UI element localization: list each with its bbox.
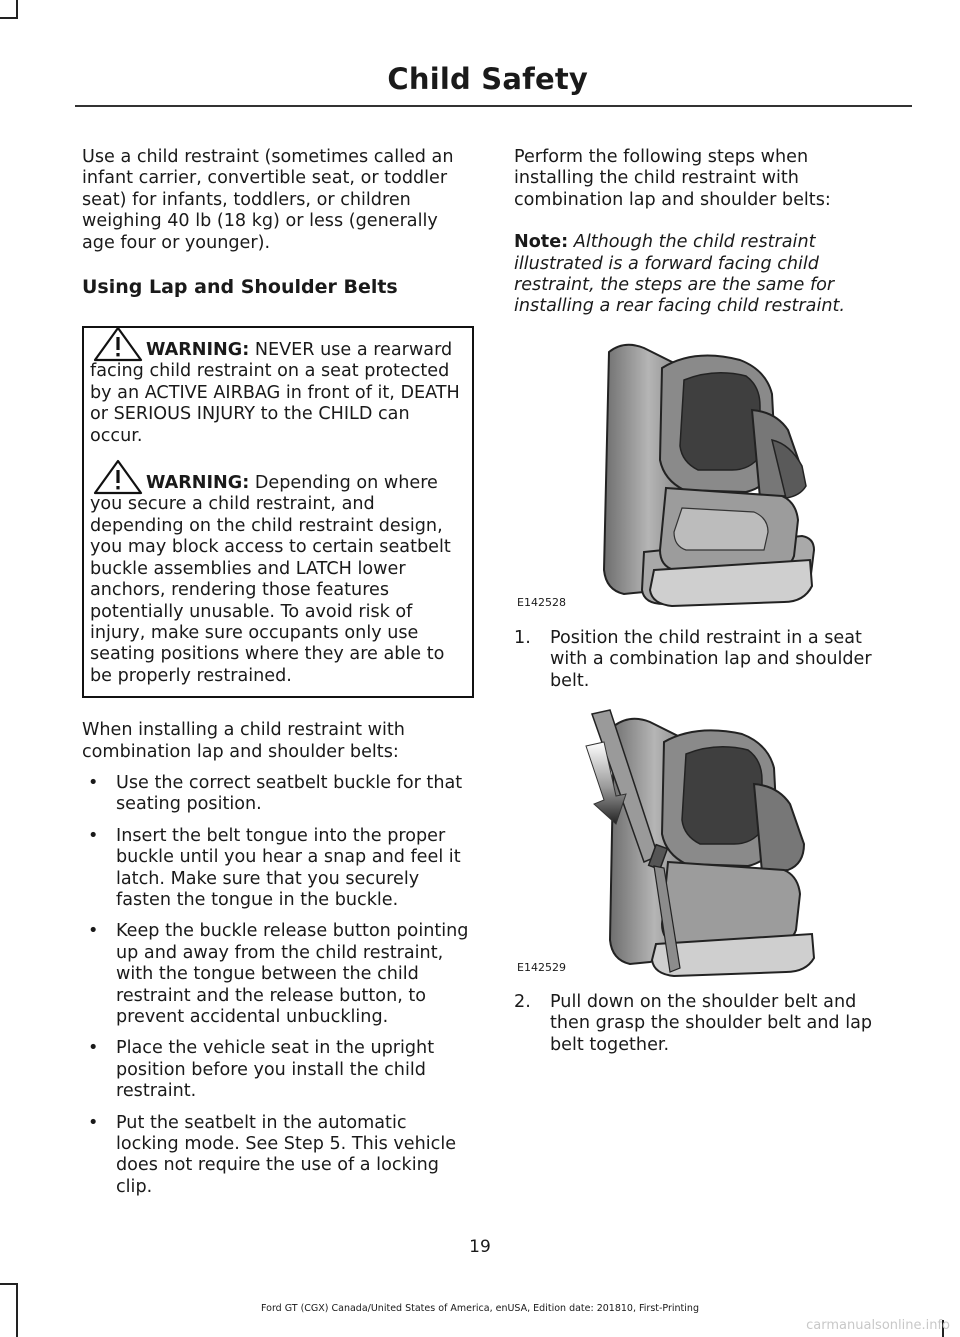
bullet-marker: • <box>88 825 99 846</box>
bullet-marker: • <box>88 1038 99 1059</box>
right-column <box>514 147 890 1056</box>
procedure-intro: Perform the following steps when installing the child restraint with combination lap and shoulder belts: <box>514 147 831 210</box>
step-item <box>514 628 890 692</box>
note-paragraph <box>514 232 890 318</box>
figure-id: E142529 <box>517 961 566 975</box>
list-item: • Insert the belt tongue into the proper buckle until you hear a snap and feel it latch. Make sure that you securely fasten the tongue in the buckle. <box>88 825 461 910</box>
section-heading: Using Lap and Shoulder Belts <box>82 276 398 299</box>
intro-paragraph: Use a child restraint (sometimes called an infant carrier, convertible seat, or toddler seat) for infants, toddlers, or children weighing 40 lb (18 kg) or less (generally age four or younger). <box>82 147 454 253</box>
bullet-marker: • <box>88 1112 99 1133</box>
list-item: • Use the correct seatbelt buckle for that seating position. <box>88 772 463 815</box>
warning-label: WARNING: <box>146 340 250 361</box>
figure-id: E142528 <box>517 595 566 609</box>
step-text: Position the child restraint in a seat with a combination lap and shoulder belt. <box>550 627 872 691</box>
note-label: Note: <box>514 232 569 253</box>
page-number: 19 <box>469 1237 491 1257</box>
warning-text: NEVER use a rearward facing child restraint on a seat protected by an ACTIVE AIRBAG in front of it, DEATH or SERIOUS INJURY to the CHILD can occur. <box>90 340 460 446</box>
step-list <box>514 628 890 692</box>
figure-child-seat-belt <box>514 706 890 978</box>
header-rule <box>75 105 912 107</box>
step-text: Pull down on the shoulder belt and then grasp the shoulder belt and lap belt together. <box>550 992 873 1055</box>
child-seat-illustration <box>514 320 890 612</box>
bullet-marker: • <box>88 772 99 793</box>
warning-triangle-icon <box>93 326 143 362</box>
warning-item <box>90 340 466 447</box>
left-column <box>82 147 474 1208</box>
note-text: Although the child restraint illustrated is a forward facing child restraint, the steps are the same for installing a rear facing child restraint. <box>514 232 845 317</box>
bullet-marker: • <box>88 921 99 942</box>
bullet-list <box>82 773 474 1198</box>
crop-mark <box>16 0 18 18</box>
step-list <box>514 992 890 1056</box>
crop-mark <box>0 17 18 19</box>
footer-text: Ford GT (CGX) Canada/United States of America, enUSA, Edition date: 201810, First-Printing <box>261 1303 699 1314</box>
lead-paragraph: When installing a child restraint with combination lap and shoulder belts: <box>82 720 405 762</box>
step-number: 1. <box>514 627 531 648</box>
step-number: 2. <box>514 992 531 1013</box>
warning-text: Depending on where you secure a child restraint, and depending on the child restraint design, you may block access to certain seatbelt buckle assemblies and LATCH lower anchors, rendering those features potentially unusable. To avoid risk of injury, make sure occupants only use seating positions where they are able to be properly restrained. <box>90 473 451 686</box>
crop-mark <box>0 1283 18 1285</box>
page-title: Child Safety <box>387 62 588 96</box>
warning-label: WARNING: <box>146 473 250 494</box>
warning-box <box>82 326 474 698</box>
step-item <box>514 992 890 1056</box>
figure-child-seat <box>514 320 890 612</box>
list-item: • Keep the buckle release button pointing up and away from the child restraint, with the tongue between the child restraint and the release button, to prevent accidental unbuckling. <box>88 921 469 1027</box>
warning-triangle-icon <box>93 459 143 495</box>
child-seat-belt-illustration <box>514 706 890 978</box>
warning-item <box>90 473 466 687</box>
list-item: • Place the vehicle seat in the upright position before you install the child restraint. <box>88 1038 435 1102</box>
watermark: carmanualsonline.info <box>806 1318 950 1333</box>
list-item: • Put the seatbelt in the automatic locking mode. See Step 5. This vehicle does not require the use of a locking clip. <box>88 1112 457 1197</box>
